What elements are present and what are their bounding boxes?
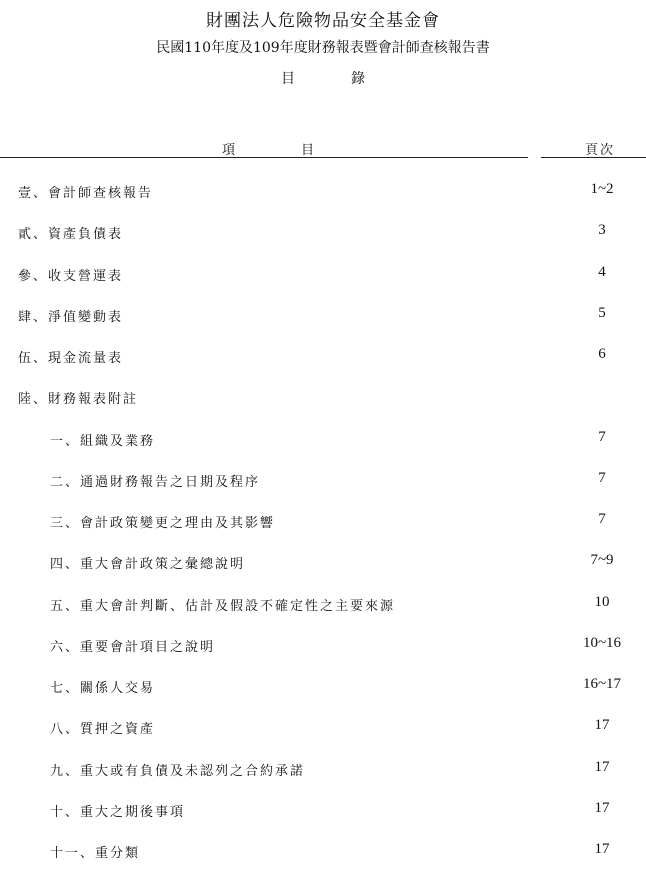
- toc-entry-page: 16~17: [582, 676, 622, 692]
- toc-entry-label: 六、重要會計項目之說明: [50, 640, 216, 655]
- toc-entry-label: 貳、資產負債表: [18, 227, 124, 242]
- toc-entry: [0, 182, 646, 212]
- toc-entry-label: 五、重大會計判斷、估計及假設不確定性之主要來源: [50, 599, 396, 614]
- toc-entry-page: 17: [594, 759, 610, 775]
- toc-entry-label: 壹、會計師查核報告: [18, 186, 154, 201]
- toc-entry-page: 7: [598, 429, 606, 445]
- toc-entry: [0, 471, 646, 501]
- toc-entry: [0, 677, 646, 707]
- toc-entry: [0, 801, 646, 831]
- items-header-rule: [0, 157, 528, 158]
- toc-entry: [0, 842, 646, 872]
- page-column-header: 頁次: [585, 143, 616, 158]
- toc-entry-page: 7~9: [590, 552, 614, 568]
- toc-entry: [0, 306, 646, 336]
- toc-entry-page: 10~16: [582, 635, 622, 651]
- items-column-header: 項目: [222, 143, 381, 158]
- toc-entry: [0, 512, 646, 542]
- toc-entry-label: 陸、財務報表附註: [18, 392, 139, 407]
- toc-entry-label: 八、質押之資產: [50, 722, 156, 737]
- toc-entry-label: 九、重大或有負債及未認列之合約承諾: [50, 764, 306, 779]
- toc-entry-label: 參、收支營運表: [18, 269, 124, 284]
- report-title: 民國110年度及109年度財務報表暨會計師查核報告書: [156, 40, 490, 56]
- toc-entry-page: 7: [598, 470, 606, 486]
- toc-entry-label: 十一、重分類: [50, 846, 141, 861]
- toc-entry-page: 4: [598, 264, 606, 280]
- toc-entry-page: 3: [598, 222, 606, 238]
- toc-entry-label: 肆、淨值變動表: [18, 310, 124, 325]
- toc-entry: [0, 595, 646, 625]
- toc-entry-page: 6: [598, 346, 606, 362]
- toc-entry: [0, 636, 646, 666]
- toc-entry: [0, 553, 646, 583]
- toc-entry-label: 伍、現金流量表: [18, 351, 124, 366]
- toc-entry: [0, 718, 646, 748]
- toc-entry-label: 二、通過財務報告之日期及程序: [50, 475, 261, 490]
- toc-entry-label: 一、組織及業務: [50, 434, 156, 449]
- toc-entry-label: 四、重大會計政策之彙總說明: [50, 557, 246, 572]
- toc-entry: [0, 388, 646, 418]
- toc-entry-label: 七、關係人交易: [50, 681, 156, 696]
- toc-entry: [0, 223, 646, 253]
- toc-entry-page: 17: [594, 717, 610, 733]
- toc-entry-label: 三、會計政策變更之理由及其影響: [50, 516, 276, 531]
- toc-entry-page: 17: [594, 841, 610, 857]
- page-header-rule: [541, 157, 646, 158]
- toc-entry: [0, 760, 646, 790]
- toc-entry-label: 十、重大之期後事項: [50, 805, 186, 820]
- toc-entry: [0, 430, 646, 460]
- toc-entry-page: 10: [594, 594, 610, 610]
- toc-entry: [0, 265, 646, 295]
- table-of-contents-title: 目錄: [281, 71, 421, 87]
- toc-entry-page: 17: [594, 800, 610, 816]
- organization-title: 財團法人危險物品安全基金會: [206, 11, 440, 31]
- toc-entry-page: 7: [598, 511, 606, 527]
- toc-entry-page: 1~2: [590, 181, 614, 197]
- toc-entry-page: 5: [598, 305, 606, 321]
- toc-entry: [0, 347, 646, 377]
